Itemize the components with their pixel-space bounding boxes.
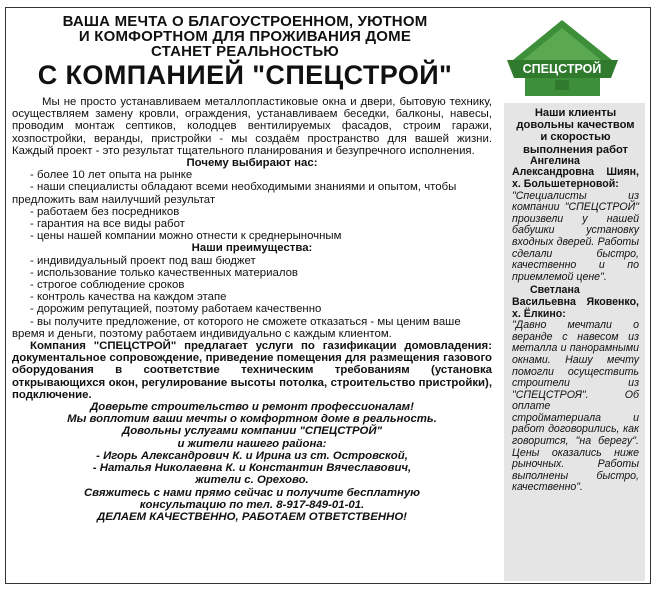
list-item: - дорожим репутацией, поэтому работаем качественно [30,303,322,316]
house-logo-icon [505,16,620,100]
list-item: - использование только качественных материалов [30,266,298,279]
headline-company: С КОМПАНИЕЙ "СПЕЦСТРОЙ" [37,60,453,90]
review-1-author: Ангелина Александровна Шиян, х. Большетерновой: [512,154,639,190]
dream-line: Мы воплотим ваши мечты о комфортном доме в реальность. [67,413,437,426]
contact-line: Свяжитесь с нами прямо сейчас и получите бесплатную консультацию по тел. 8-917-849-01-01. [83,486,421,511]
customer-2-location: жители с. Орехово. [195,474,309,487]
review-1-text: "Специалисты из компании "СПЕЦСТРОЙ" произвели у нашей бабушки установку входных дверей. Работы сделали быстро, качественно и по приемлемой цене". [512,189,639,283]
list-item: - строгое соблюдение сроков [30,279,185,292]
headline-line-3: СТАНЕТ РЕАЛЬНОСТЬЮ [151,43,339,60]
headline-line-2: И КОМФОРТНОМ ДЛЯ ПРОЖИВАНИЯ ДОМЕ [78,28,412,45]
gas-services-paragraph: Компания "СПЕЦСТРОЙ" предлагает услуги по газификации домовладения: документальное сопровождение, приведение помещения для размещения газового оборудования в соответствие техническим требованиям (установка открывающихся окон, регулирование высоты потолка, строительство пристройки), подключение. [12,340,492,401]
headline [10,14,480,89]
trust-line: Доверьте строительство и ремонт профессионалам! [90,401,414,414]
review-2-author: Светлана Васильевна Яковенко, х. Ёлкино: [512,284,639,320]
satisfied-line-1: Довольны услугами компании "СПЕЦСТРОЙ" [121,425,383,438]
headline-line-1: ВАША МЕЧТА О БЛАГОУСТРОЕННОМ, УЮТНОМ [62,13,428,30]
list-item: - контроль качества на каждом этапе [30,291,227,304]
customer-1: - Игорь Александрович К. и Ирина из ст. Островской, [96,449,408,462]
list-item: - цены нашей компании можно отнести к среднерыночным [30,230,342,243]
intro-paragraph: Мы не просто устанавливаем металлопластиковые окна и двери, бытовую технику, осуществляем замену кровли, ограждения, устанавливаем беседки, балконы, навесы, проводим монтаж септиков, колодцев вентилируемых фасадов, строим гаражи, хозпостройки, веранды, пристройки - мы создаём пространство для вашей жизни. Каждый проект - это результат тщательного планирования и безупречного исполнения. [12,96,492,157]
why-title: Почему выбирают нас: [186,157,318,170]
list-item: - работаем без посредников [30,205,180,218]
satisfied-line-2: и жители нашего района: [177,437,327,450]
list-item: - более 10 лет опыта на рынке [30,169,193,182]
list-item: - вы получите предложение, от которого не сможете отказаться - мы ценим ваше время и деньги, поэтому работаем индивидуально с каждым клиентом. [12,315,461,340]
review-2-text: "Давно мечтали о веранде с навесом из металла и панорамными окнами. Нашу мечту помогли осуществить строители из "СПЕЦСТРОЯ". Об оплате стройматериала и работ договорились, как говорится, "на берегу". Цены оказались ниже рыночных. Работы выполнены быстро, качественно". [512,319,639,494]
list-item: - индивидуальный проект под ваш бюджет [30,254,256,267]
logo-text: СПЕЦСТРОЙ [522,62,602,76]
testimonials-sidebar [504,103,645,581]
main-article [12,96,492,523]
list-item: - гарантия на все виды работ [30,218,185,231]
customer-2: - Наталья Николаевна К. и Константин Вячеславович, [92,462,412,475]
advantages-title: Наши преимущества: [191,242,313,255]
list-item: - наши специалисты обладают всеми необходимыми знаниями и опытом, чтобы предложить вам наилучший результат [12,181,457,206]
slogan: ДЕЛАЕМ КАЧЕСТВЕННО, РАБОТАЕМ ОТВЕТСТВЕННО! [97,510,407,523]
sidebar-title: Наши клиенты довольны качеством и скоростью выполнения работ [516,107,635,156]
